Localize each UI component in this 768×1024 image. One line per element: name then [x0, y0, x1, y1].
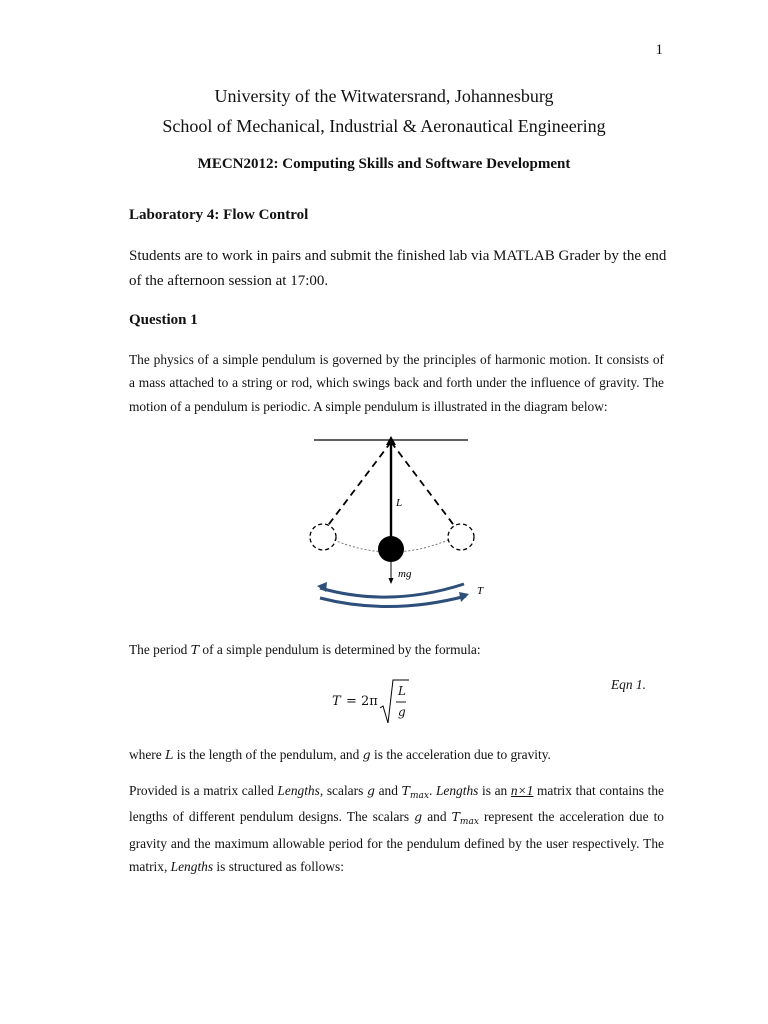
- course-heading: MECN2012: Computing Skills and Software Development: [197, 156, 571, 172]
- right-ghost-bob: [448, 524, 474, 550]
- intro-paragraph: The physics of a simple pendulum is governed by the principles of harmonic motion. It consists of a mass attached to a string or rod, which swings back and forth under the influence of gravity. The motion of a pendulum is periodic. A simple pendulum is illustrated in the diagram below:: [129, 352, 664, 414]
- page-number: 1: [655, 42, 663, 58]
- arc-arrow-left-icon: [317, 582, 327, 592]
- equation-label: Eqn 1.: [611, 677, 646, 692]
- provided-paragraph: Provided is a matrix called Lengths, scalars g and $T_{max}$. Lengths is an n×1 matrix that contains the lengths of different pendulum designs. The scalars g and $T_{max}$ represent the acceleration due to gravity and the maximum allowable period for the pendulum defined by the user respectively. The matrix, Lengths is structured as follows:: [129, 783, 664, 874]
- weight-arrow-icon: [389, 578, 394, 584]
- instructions-paragraph: Students are to work in pairs and submit the finished lab via MATLAB Grader by the end of the afternoon session at 17:00.: [129, 248, 667, 289]
- period-sentence: The period T of a simple pendulum is determined by the formula:: [129, 642, 481, 657]
- left-ghost-bob: [310, 524, 336, 550]
- period-label: T: [477, 585, 484, 597]
- left-string-dashed: [326, 442, 391, 528]
- period-equation: T = 2π L g: [330, 678, 420, 726]
- university-heading: University of the Witwatersrand, Johannesburg: [214, 86, 554, 106]
- right-string-dashed: [391, 442, 456, 528]
- weight-label: mg: [398, 568, 412, 580]
- lab-title: Laboratory 4: Flow Control: [129, 207, 309, 223]
- question-title: Question 1: [129, 312, 198, 328]
- school-heading: School of Mechanical, Industrial & Aeronautical Engineering: [162, 116, 606, 136]
- length-label: L: [396, 497, 403, 509]
- pendulum-diagram: [290, 428, 510, 618]
- swing-arc-upper: [320, 584, 464, 597]
- arc-arrow-right-icon: [459, 592, 469, 602]
- where-sentence: where L is the length of the pendulum, and g is the acceleration due to gravity.: [129, 747, 551, 762]
- square-root-icon: [379, 678, 411, 726]
- pendulum-bob: [378, 536, 404, 562]
